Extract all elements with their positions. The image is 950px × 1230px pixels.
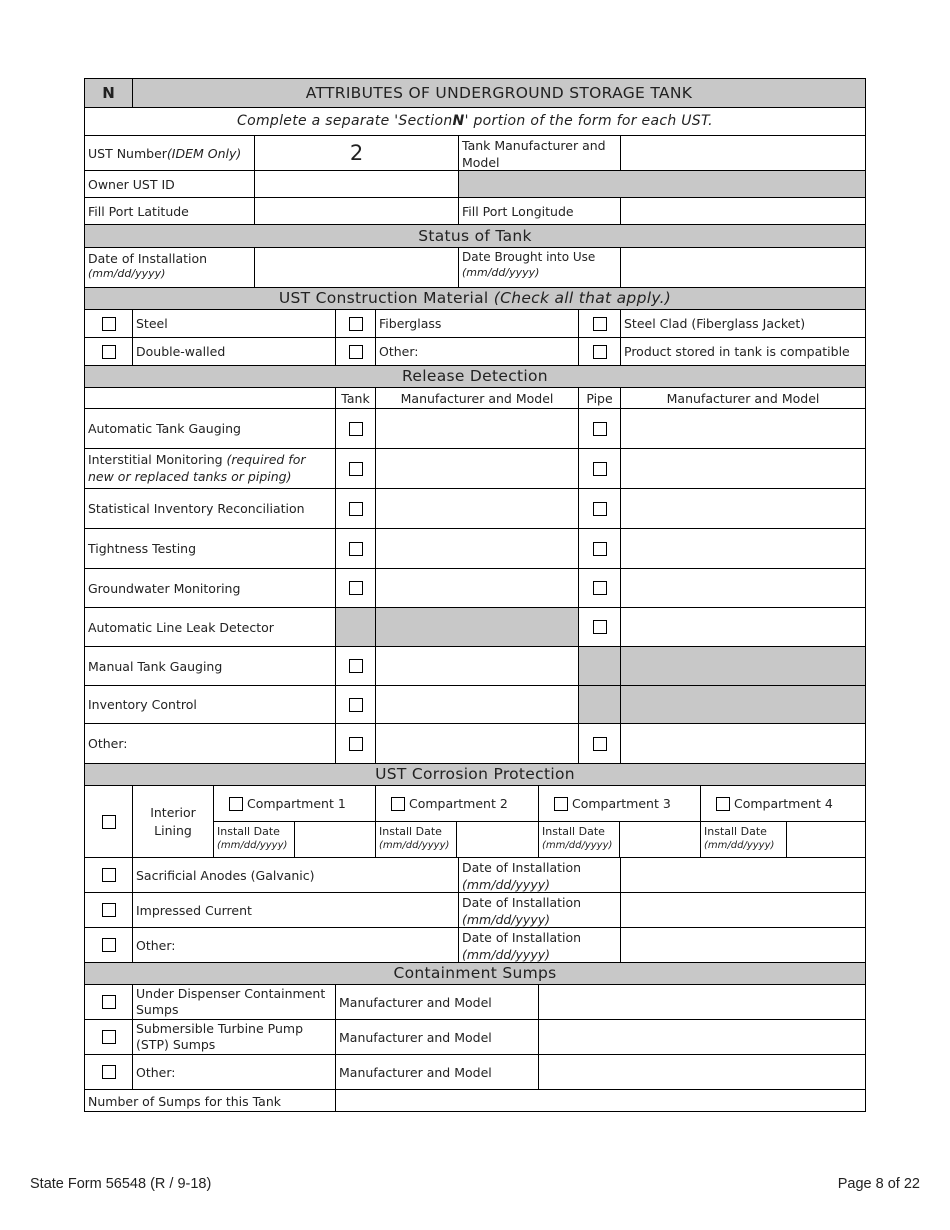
rd-tank-checkbox[interactable]	[349, 542, 363, 556]
sump-other-label: Other:	[132, 1054, 335, 1089]
rd-pipe-cell	[578, 607, 620, 646]
rd-label	[84, 448, 335, 488]
interior-lining-label: Interior Lining	[132, 785, 213, 857]
sump-count-row	[84, 1089, 866, 1112]
rd-pipe-cell	[578, 448, 620, 488]
status-heading: Status of Tank	[84, 224, 866, 247]
fiberglass-label: Fiberglass	[375, 309, 578, 337]
rd-pipe-checkbox[interactable]	[593, 502, 607, 516]
sumps-heading-row	[84, 962, 866, 984]
rd-tank-cell	[335, 568, 375, 607]
rd-pipe-cell	[578, 488, 620, 528]
instruction-text-pre: Complete a separate 'Section	[237, 113, 453, 129]
compatible-cell	[578, 337, 620, 365]
install-date-2-field[interactable]	[456, 821, 538, 857]
method-cell	[84, 927, 132, 962]
install-date-1-format: (mm/dd/yyyy)	[217, 840, 288, 851]
steel-cell	[84, 309, 132, 337]
rd-label: Automatic Line Leak Detector	[84, 607, 335, 646]
rd-pipe-cell	[578, 528, 620, 568]
install-date-3-format: (mm/dd/yyyy)	[542, 840, 613, 851]
install-date-1-text: Install Date	[217, 825, 280, 838]
fiberglass-checkbox[interactable]	[349, 317, 363, 331]
install-date-4-field[interactable]	[786, 821, 866, 857]
rd-tank-cell	[335, 723, 375, 763]
ust-number-note: (IDEM Only)	[166, 145, 242, 161]
compartment-2-checkbox[interactable]	[391, 797, 405, 811]
rd-tank-checkbox[interactable]	[349, 502, 363, 516]
rd-pipe-checkbox[interactable]	[593, 581, 607, 595]
col-manufacturer-pipe: Manufacturer and Model	[620, 387, 866, 408]
corrosion-heading: UST Corrosion Protection	[84, 763, 866, 785]
method-date-field[interactable]	[620, 857, 866, 892]
rd-label: Manual Tank Gauging	[84, 646, 335, 685]
tank-manufacturer-field[interactable]	[620, 135, 866, 170]
method-date-label-text: Date of Installation	[462, 930, 582, 945]
method-date-label	[458, 892, 620, 927]
col-tank: Tank	[335, 387, 375, 408]
under-dispenser-checkbox[interactable]	[102, 995, 116, 1009]
rd-row-inventory-control	[84, 685, 866, 723]
sump-cell	[84, 1019, 132, 1054]
rd-tank-mfr-field[interactable]	[375, 723, 578, 763]
method-date-field[interactable]	[620, 927, 866, 962]
section-header-row	[84, 78, 866, 107]
corrosion-method-impressed	[84, 892, 866, 927]
ust-attributes-form	[84, 78, 866, 1112]
rd-tank-cell	[335, 685, 375, 723]
rd-pipe-cell	[578, 408, 620, 448]
date-brought-label	[458, 247, 620, 287]
fill-port-row	[84, 197, 866, 224]
rd-tank-mfr-field[interactable]	[375, 408, 578, 448]
rd-label-note: (required for new or replaced tanks or piping)	[88, 452, 306, 484]
col-manufacturer-tank: Manufacturer and Model	[375, 387, 578, 408]
compartment-3-checkbox[interactable]	[554, 797, 568, 811]
status-dates-row	[84, 247, 866, 287]
release-detection-heading: Release Detection	[84, 365, 866, 387]
steel-clad-cell	[578, 309, 620, 337]
sumps-heading: Containment Sumps	[84, 962, 866, 984]
rd-label-text: Interstitial Monitoring	[88, 452, 227, 467]
compartment-2	[375, 785, 538, 821]
date-brought-label-text: Date Brought into Use	[462, 250, 596, 264]
owner-ust-id-row	[84, 170, 866, 197]
date-brought-field[interactable]	[620, 247, 866, 287]
rd-tank-checkbox[interactable]	[349, 462, 363, 476]
fill-port-latitude-field[interactable]	[254, 197, 458, 224]
steel-clad-label: Steel Clad (Fiberglass Jacket)	[620, 309, 866, 337]
rd-tank-cell	[335, 488, 375, 528]
owner-ust-id-field[interactable]	[254, 170, 458, 197]
rd-tank-checkbox[interactable]	[349, 659, 363, 673]
rd-row-automatic-tank-gauging	[84, 408, 866, 448]
double-walled-cell	[84, 337, 132, 365]
compartment-1-label: Compartment 1	[247, 796, 346, 811]
date-installation-format: (mm/dd/yyyy)	[88, 267, 166, 280]
rd-pipe-mfr-field[interactable]	[620, 528, 866, 568]
rd-pipe-mfr-shaded	[620, 646, 866, 685]
release-detection-column-headers	[84, 387, 866, 408]
steel-clad-checkbox[interactable]	[593, 317, 607, 331]
fill-port-longitude-field[interactable]	[620, 197, 866, 224]
method-date-format: (mm/dd/yyyy)	[462, 877, 550, 892]
rd-label: Tightness Testing	[84, 528, 335, 568]
install-date-4-label	[700, 821, 786, 857]
form-id: State Form 56548 (R / 9-18)	[30, 1176, 212, 1192]
rd-tank-mfr-field[interactable]	[375, 448, 578, 488]
sump-cell	[84, 1054, 132, 1089]
sacrificial-anodes-label: Sacrificial Anodes (Galvanic)	[132, 857, 458, 892]
install-date-3-label	[538, 821, 619, 857]
steel-label: Steel	[132, 309, 335, 337]
construction-heading	[84, 287, 866, 309]
ust-number-value[interactable]: 2	[254, 135, 458, 170]
method-date-format: (mm/dd/yyyy)	[462, 947, 550, 962]
rd-tank-cell	[335, 528, 375, 568]
rd-pipe-checkbox[interactable]	[593, 422, 607, 436]
rd-row-manual-tank-gauging	[84, 646, 866, 685]
double-walled-checkbox[interactable]	[102, 345, 116, 359]
install-date-3-field[interactable]	[619, 821, 700, 857]
rd-tank-mfr-field[interactable]	[375, 568, 578, 607]
rd-tank-cell	[335, 448, 375, 488]
rd-pipe-mfr-field[interactable]	[620, 723, 866, 763]
rd-tank-checkbox[interactable]	[349, 422, 363, 436]
compartment-4-label: Compartment 4	[734, 796, 833, 811]
rd-pipe-mfr-field[interactable]	[620, 408, 866, 448]
corrosion-other-label: Other:	[132, 927, 458, 962]
method-date-label-text: Date of Installation	[462, 895, 582, 910]
date-brought-format: (mm/dd/yyyy)	[462, 266, 540, 279]
sump-count-label: Number of Sumps for this Tank	[84, 1089, 335, 1112]
install-date-1-field[interactable]	[294, 821, 375, 857]
sump-row-stp	[84, 1019, 866, 1054]
impressed-current-label: Impressed Current	[132, 892, 458, 927]
date-installation-label-text: Date of Installation	[88, 251, 208, 266]
method-date-label	[458, 927, 620, 962]
sump-row-under-dispenser	[84, 984, 866, 1019]
compartment-4	[700, 785, 866, 821]
fill-port-longitude-label: Fill Port Longitude	[458, 197, 620, 224]
construction-other-label: Other:	[375, 337, 578, 365]
rd-row-interstitial-monitoring	[84, 448, 866, 488]
construction-heading-row	[84, 287, 866, 309]
rd-pipe-shaded	[578, 685, 620, 723]
rd-tank-mfr-field[interactable]	[375, 488, 578, 528]
col-pipe: Pipe	[578, 387, 620, 408]
rd-pipe-checkbox[interactable]	[593, 542, 607, 556]
rd-pipe-shaded	[578, 646, 620, 685]
rd-pipe-checkbox[interactable]	[593, 737, 607, 751]
owner-ust-id-label: Owner UST ID	[84, 170, 254, 197]
corrosion-method-other	[84, 927, 866, 962]
instruction-text-bold: N	[452, 113, 465, 129]
sump-mfr-field[interactable]	[538, 1054, 866, 1089]
install-date-2-text: Install Date	[379, 825, 442, 838]
rd-tank-cell	[335, 646, 375, 685]
construction-other-checkbox[interactable]	[349, 345, 363, 359]
fill-port-latitude-label: Fill Port Latitude	[84, 197, 254, 224]
instruction-row	[84, 107, 866, 135]
install-date-3-text: Install Date	[542, 825, 605, 838]
rd-label: Statistical Inventory Reconciliation	[84, 488, 335, 528]
method-date-field[interactable]	[620, 892, 866, 927]
steel-checkbox[interactable]	[102, 317, 116, 331]
stp-sumps-label: Submersible Turbine Pump (STP) Sumps	[132, 1019, 335, 1054]
rd-tank-cell	[335, 408, 375, 448]
method-cell	[84, 857, 132, 892]
compatible-label: Product stored in tank is compatible	[620, 337, 866, 365]
rd-pipe-cell	[578, 568, 620, 607]
corrosion-other-checkbox[interactable]	[102, 938, 116, 952]
install-date-1-label	[213, 821, 294, 857]
rd-label: Other:	[84, 723, 335, 763]
construction-heading-note: (Check all that apply.)	[493, 289, 672, 307]
section-title: ATTRIBUTES OF UNDERGROUND STORAGE TANK	[132, 78, 866, 107]
sump-mfr-label: Manufacturer and Model	[335, 1019, 538, 1054]
table-bottom-border	[84, 1111, 866, 1112]
stp-sumps-checkbox[interactable]	[102, 1030, 116, 1044]
sacrificial-anodes-checkbox[interactable]	[102, 868, 116, 882]
construction-row-2	[84, 337, 866, 365]
rd-tank-checkbox[interactable]	[349, 737, 363, 751]
rd-row-tightness-testing	[84, 528, 866, 568]
rd-tank-mfr-shaded	[375, 607, 578, 646]
double-walled-label: Double-walled	[132, 337, 335, 365]
construction-heading-main: UST Construction Material	[278, 289, 494, 307]
sump-count-field[interactable]	[335, 1089, 866, 1112]
status-heading-row	[84, 224, 866, 247]
compartment-4-checkbox[interactable]	[716, 797, 730, 811]
method-date-format: (mm/dd/yyyy)	[462, 912, 550, 927]
rd-tank-mfr-field[interactable]	[375, 646, 578, 685]
rd-tank-mfr-field[interactable]	[375, 528, 578, 568]
sump-row-other	[84, 1054, 866, 1089]
rd-pipe-checkbox[interactable]	[593, 620, 607, 634]
sump-mfr-label: Manufacturer and Model	[335, 1054, 538, 1089]
install-date-4-text: Install Date	[704, 825, 767, 838]
method-cell	[84, 892, 132, 927]
compartment-3	[538, 785, 700, 821]
sump-other-checkbox[interactable]	[102, 1065, 116, 1079]
section-letter: N	[84, 78, 132, 107]
tank-manufacturer-label: Tank Manufacturer and Model	[458, 135, 620, 170]
method-date-label-text: Date of Installation	[462, 860, 582, 875]
date-installation-label	[84, 247, 254, 287]
rd-label: Inventory Control	[84, 685, 335, 723]
fiberglass-cell	[335, 309, 375, 337]
rd-row-groundwater-monitoring	[84, 568, 866, 607]
ust-number-row	[84, 135, 866, 170]
date-installation-field[interactable]	[254, 247, 458, 287]
rd-label: Groundwater Monitoring	[84, 568, 335, 607]
compartment-2-label: Compartment 2	[409, 796, 508, 811]
rd-label: Automatic Tank Gauging	[84, 408, 335, 448]
rd-row-automatic-line-leak	[84, 607, 866, 646]
sump-mfr-field[interactable]	[538, 984, 866, 1019]
rd-tank-checkbox[interactable]	[349, 698, 363, 712]
corrosion-method-sacrificial	[84, 857, 866, 892]
rd-pipe-mfr-shaded	[620, 685, 866, 723]
interior-lining-cell	[84, 785, 132, 857]
corrosion-heading-row	[84, 763, 866, 785]
rd-pipe-mfr-field[interactable]	[620, 448, 866, 488]
compartment-3-label: Compartment 3	[572, 796, 671, 811]
rd-pipe-cell	[578, 723, 620, 763]
sump-cell	[84, 984, 132, 1019]
rd-tank-shaded	[335, 607, 375, 646]
sump-mfr-field[interactable]	[538, 1019, 866, 1054]
owner-ust-id-shaded	[458, 170, 866, 197]
rd-pipe-mfr-field[interactable]	[620, 607, 866, 646]
rd-row-statistical-inventory	[84, 488, 866, 528]
install-date-2-format: (mm/dd/yyyy)	[379, 840, 450, 851]
compartment-1	[213, 785, 375, 821]
rd-pipe-mfr-field[interactable]	[620, 488, 866, 528]
sump-mfr-label: Manufacturer and Model	[335, 984, 538, 1019]
ust-number-label	[84, 135, 254, 170]
interior-lining-checkbox[interactable]	[102, 815, 116, 829]
compatible-checkbox[interactable]	[593, 345, 607, 359]
install-date-2-label	[375, 821, 456, 857]
rd-pipe-mfr-field[interactable]	[620, 568, 866, 607]
rd-tank-checkbox[interactable]	[349, 581, 363, 595]
construction-other-cell	[335, 337, 375, 365]
install-date-4-format: (mm/dd/yyyy)	[704, 840, 775, 851]
construction-row-1	[84, 309, 866, 337]
impressed-current-checkbox[interactable]	[102, 903, 116, 917]
instruction-text-post: ' portion of the form for each UST.	[464, 113, 713, 129]
rd-row-other	[84, 723, 866, 763]
interior-lining-row	[84, 785, 866, 857]
method-date-label	[458, 857, 620, 892]
rd-tank-mfr-field[interactable]	[375, 685, 578, 723]
rd-pipe-checkbox[interactable]	[593, 462, 607, 476]
page-number: Page 8 of 22	[837, 1176, 920, 1192]
compartment-1-checkbox[interactable]	[229, 797, 243, 811]
section-instruction	[84, 107, 866, 135]
rd-blank-header	[84, 387, 335, 408]
ust-number-label-text: UST Number	[88, 145, 167, 161]
release-detection-heading-row	[84, 365, 866, 387]
under-dispenser-label: Under Dispenser Containment Sumps	[132, 984, 335, 1019]
